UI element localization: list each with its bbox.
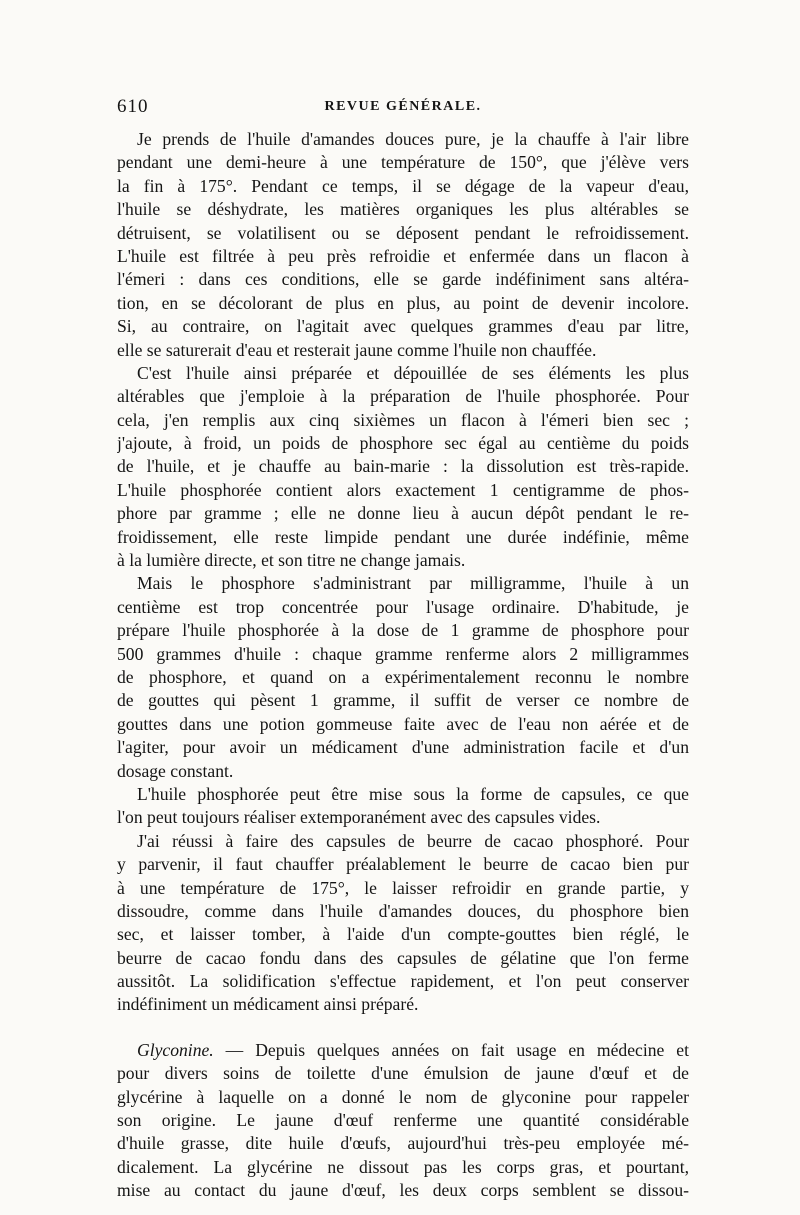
- text-line: pendant une demi-heure à une température de 150°, que j'élève vers: [117, 152, 689, 173]
- text-line: dicalement. La glycérine ne dissout pas les corps gras, et pourtant,: [117, 1156, 689, 1177]
- text-line: son origine. Le jaune d'œuf renferme une quantité considérable: [117, 1110, 689, 1131]
- text-line: Mais le phosphore s'administrant par milligramme, l'huile à un: [137, 573, 689, 594]
- text-line: C'est l'huile ainsi préparée et dépouillée de ses éléments les plus: [137, 362, 689, 383]
- running-head: REVUE GÉNÉRALE.: [324, 99, 482, 114]
- text-line: d'huile grasse, dite huile d'œufs, aujourd'hui très-peu employée mé-: [117, 1133, 689, 1154]
- text-line: froidissement, elle reste limpide pendant une durée indéfinie, même: [117, 526, 689, 547]
- text-line: altérables que j'emploie à la préparation de l'huile phosphorée. Pour: [117, 386, 689, 407]
- section-gap: [117, 1017, 689, 1039]
- text-line: mise au contact du jaune d'œuf, les deux corps semblent se dissou-: [117, 1180, 689, 1201]
- text-line: l'huile se déshydrate, les matières organiques les plus altérables se: [117, 199, 689, 220]
- text-line: prépare l'huile phosphorée à la dose de 1 gramme de phosphore pour: [117, 620, 689, 641]
- text-line: L'huile phosphorée peut être mise sous la forme de capsules, ce que: [137, 783, 689, 804]
- text-line: Je prends de l'huile d'amandes douces pure, je la chauffe à l'air libre: [137, 129, 689, 149]
- text-line: j'ajoute, à froid, un poids de phosphore sec égal au centième du poids: [117, 433, 689, 454]
- text-line: gouttes dans une potion gommeuse faite avec de l'eau non aérée et de: [117, 713, 689, 734]
- paragraph: [117, 128, 689, 362]
- text-line: dissoudre, comme dans l'huile d'amandes douces, du phosphore bien: [117, 900, 689, 921]
- text-line: elle se saturerait d'eau et resterait jaune comme l'huile non chauffée.: [117, 339, 597, 360]
- text-line: pour divers soins de toilette d'une émulsion de jaune d'œuf et de: [117, 1063, 689, 1084]
- text-line: 500 grammes d'huile : chaque gramme renferme alors 2 milligrammes: [117, 643, 689, 664]
- text-line: l'agiter, pour avoir un médicament d'une administration facile et d'un: [117, 737, 689, 758]
- paragraph: [117, 572, 689, 783]
- paragraph: [117, 830, 689, 1017]
- text-line: y parvenir, il faut chauffer préalablement le beurre de cacao bien pur: [117, 854, 689, 875]
- section-term: Glyconine.: [137, 1039, 214, 1060]
- text-line: à une température de 175°, le laisser refroidir en grande partie, y: [117, 877, 689, 898]
- text-line: L'huile phosphorée contient alors exactement 1 centigramme de phos-: [117, 479, 689, 500]
- text-line: l'émeri : dans ces conditions, elle se garde indéfiniment sans altéra-: [117, 269, 689, 290]
- text-line: dosage constant.: [117, 760, 234, 781]
- text-line: l'on peut toujours réaliser extemporanément avec des capsules vides.: [117, 807, 601, 828]
- text-line: beurre de cacao fondu dans des capsules de gélatine que l'on ferme: [117, 947, 689, 968]
- text-line: phore par gramme ; elle ne donne lieu à aucun dépôt pendant le re-: [117, 503, 689, 524]
- text-line: la fin à 175°. Pendant ce temps, il se dégage de la vapeur d'eau,: [117, 175, 689, 196]
- text-line: de gouttes qui pèsent 1 gramme, il suffit de verser ce nombre de: [117, 690, 689, 711]
- text-line: de phosphore, et quand on a expérimentalement reconnu le nombre: [117, 666, 689, 687]
- text-line: glycérine à laquelle on a donné le nom de glyconine pour rappeler: [117, 1086, 689, 1107]
- paragraph: [117, 362, 689, 573]
- text-line: cela, j'en remplis aux cinq sixièmes un flacon à l'émeri bien sec ;: [117, 409, 689, 430]
- paragraph: [117, 783, 689, 830]
- text-fragment: — Depuis quelques années on fait usage en médecine et: [213, 1039, 689, 1060]
- text-line: indéfiniment un médicament ainsi préparé.: [117, 994, 419, 1015]
- text-line: tion, en se décolorant de plus en plus, au point de devenir incolore.: [117, 292, 689, 313]
- text-line: L'huile est filtrée à peu près refroidie et enfermée dans un flacon à: [117, 245, 689, 266]
- text-line: de l'huile, et je chauffe au bain-marie : la dissolution est très-rapide.: [117, 456, 689, 477]
- body-text: [117, 128, 689, 1203]
- text-line: centième est trop concentrée pour l'usage ordinaire. D'habitude, je: [117, 596, 689, 617]
- text-line: J'ai réussi à faire des capsules de beurre de cacao phosphoré. Pour: [137, 830, 689, 851]
- text-line: aussitôt. La solidification s'effectue rapidement, et l'on peut conserver: [117, 971, 689, 992]
- paragraph-glyconine: [117, 1039, 689, 1203]
- page-header: [117, 96, 689, 126]
- text-line: [117, 1039, 689, 1062]
- page-number: 610: [117, 96, 149, 117]
- text-line: sec, et laisser tomber, à l'aide d'un compte-gouttes bien réglé, le: [117, 924, 689, 945]
- text-line: à la lumière directe, et son titre ne change jamais.: [117, 550, 466, 571]
- text-line: détruisent, se volatilisent ou se déposent pendant le refroidissement.: [117, 222, 689, 243]
- text-line: Si, au contraire, on l'agitait avec quelques grammes d'eau par litre,: [117, 316, 689, 337]
